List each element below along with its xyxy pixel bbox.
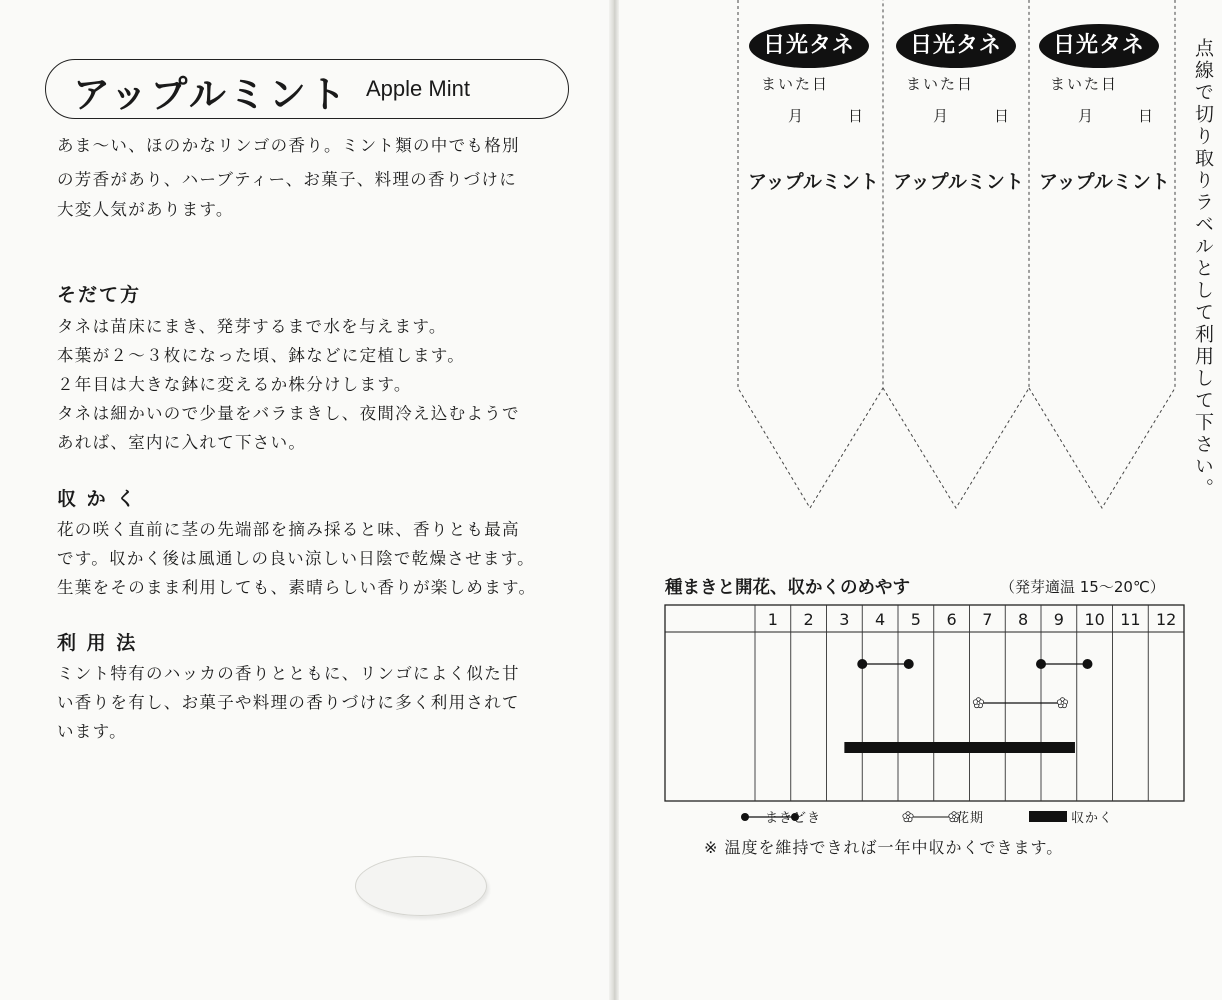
month-tick-label: 1 [767, 610, 778, 629]
legend-flowering-label: 花期 [956, 811, 985, 826]
growing-line: タネは細かいので少量をバラまきし、夜間冷え込むようで [57, 404, 520, 423]
flower-center [953, 816, 956, 819]
month-tick-label: 9 [1053, 610, 1064, 629]
month-tick-label: 5 [910, 610, 921, 629]
label-plant-name: アップルミント [893, 171, 1024, 193]
harvest-line: です。収かく後は風通しの良い涼しい日陰で乾燥させます。 [57, 549, 535, 568]
harvest-heading: 収 か く [57, 488, 138, 510]
month-tick-label: 12 [1155, 610, 1177, 629]
day-label: 日 [848, 107, 864, 125]
sowing-end-dot [1082, 659, 1092, 669]
month-tick-label: 8 [1018, 610, 1029, 629]
month-label: 月 [788, 107, 804, 125]
usage-line: い香りを有し、お菓子や料理の香りづけに多く利用されて [57, 693, 520, 712]
usage-line: います。 [57, 722, 127, 741]
chart-frame [665, 605, 1184, 801]
month-tick-label: 2 [803, 610, 814, 629]
label-plant-name: アップルミント [1039, 171, 1170, 193]
brand-logo: 日光タネ [896, 24, 1016, 68]
intro-line: 大変人気があります。 [57, 200, 234, 219]
brand-logo: 日光タネ [749, 24, 869, 68]
flower-center [1061, 702, 1064, 705]
harvest-line: 生葉をそのまま利用しても、素晴らしい香りが楽しめます。 [57, 578, 537, 597]
month-label: 月 [1078, 107, 1094, 125]
product-title-en: Apple Mint [366, 76, 470, 101]
legend-harvest-label: 収かく [1071, 811, 1114, 826]
growing-line: あれば、室内に入れて下さい。 [57, 433, 307, 452]
month-label: 月 [933, 107, 949, 125]
flower-center [977, 702, 980, 705]
month-tick-label: 4 [875, 610, 886, 629]
usage-line: ミント特有のハッカの香りとともに、リンゴによく似た甘 [57, 664, 520, 683]
month-tick-label: 7 [982, 610, 993, 629]
sowing-start-dot [857, 659, 867, 669]
cut-instruction: 点線で切り取りラベルとして利用して下さい。 [1192, 38, 1214, 500]
day-label: 日 [1138, 107, 1154, 125]
day-label: 日 [994, 107, 1010, 125]
intro-line: の芳香があり、ハーブティー、お菓子、料理の香りづけに [57, 170, 517, 189]
sow-date-label: まいた日 [906, 75, 975, 93]
legend-sowing-label: まきどき [765, 811, 822, 826]
flower-center [907, 816, 910, 819]
intro-line: あま〜い、ほのかなリンゴの香り。ミント類の中でも格別 [57, 136, 520, 155]
sow-date-label: まいた日 [1050, 75, 1119, 93]
product-title-jp: アップルミント [73, 73, 349, 116]
chart-subtitle: （発芽適温 15〜20℃） [1000, 578, 1165, 596]
usage-heading: 利 用 法 [57, 632, 138, 654]
chart-note: ※ 温度を維持できれば一年中収かくできます。 [704, 838, 1064, 857]
sowing-start-dot [1036, 659, 1046, 669]
month-tick-label: 10 [1084, 610, 1105, 629]
growing-heading: そだて方 [57, 284, 142, 306]
month-tick-label: 11 [1120, 610, 1141, 629]
growing-line: タネは苗床にまき、発芽するまで水を与えます。 [57, 317, 447, 336]
harvest-period-bar [844, 742, 1075, 753]
chart-title: 種まきと開花、収かくのめやす [665, 578, 910, 598]
legend-sowing-dot [741, 813, 749, 821]
growing-line: 本葉が２〜３枚になった頃、鉢などに定植します。 [57, 346, 466, 365]
legend-harvest-bar [1029, 811, 1067, 822]
month-tick-label: 6 [946, 610, 957, 629]
harvest-line: 花の咲く直前に茎の先端部を摘み採ると味、香りとも最高 [57, 520, 520, 539]
brand-logo: 日光タネ [1039, 24, 1159, 68]
sow-date-label: まいた日 [761, 75, 830, 93]
month-tick-label: 3 [839, 610, 850, 629]
label-plant-name: アップルミント [748, 171, 879, 193]
growing-line: ２年目は大きな鉢に変えるか株分けします。 [57, 375, 412, 394]
sowing-end-dot [904, 659, 914, 669]
